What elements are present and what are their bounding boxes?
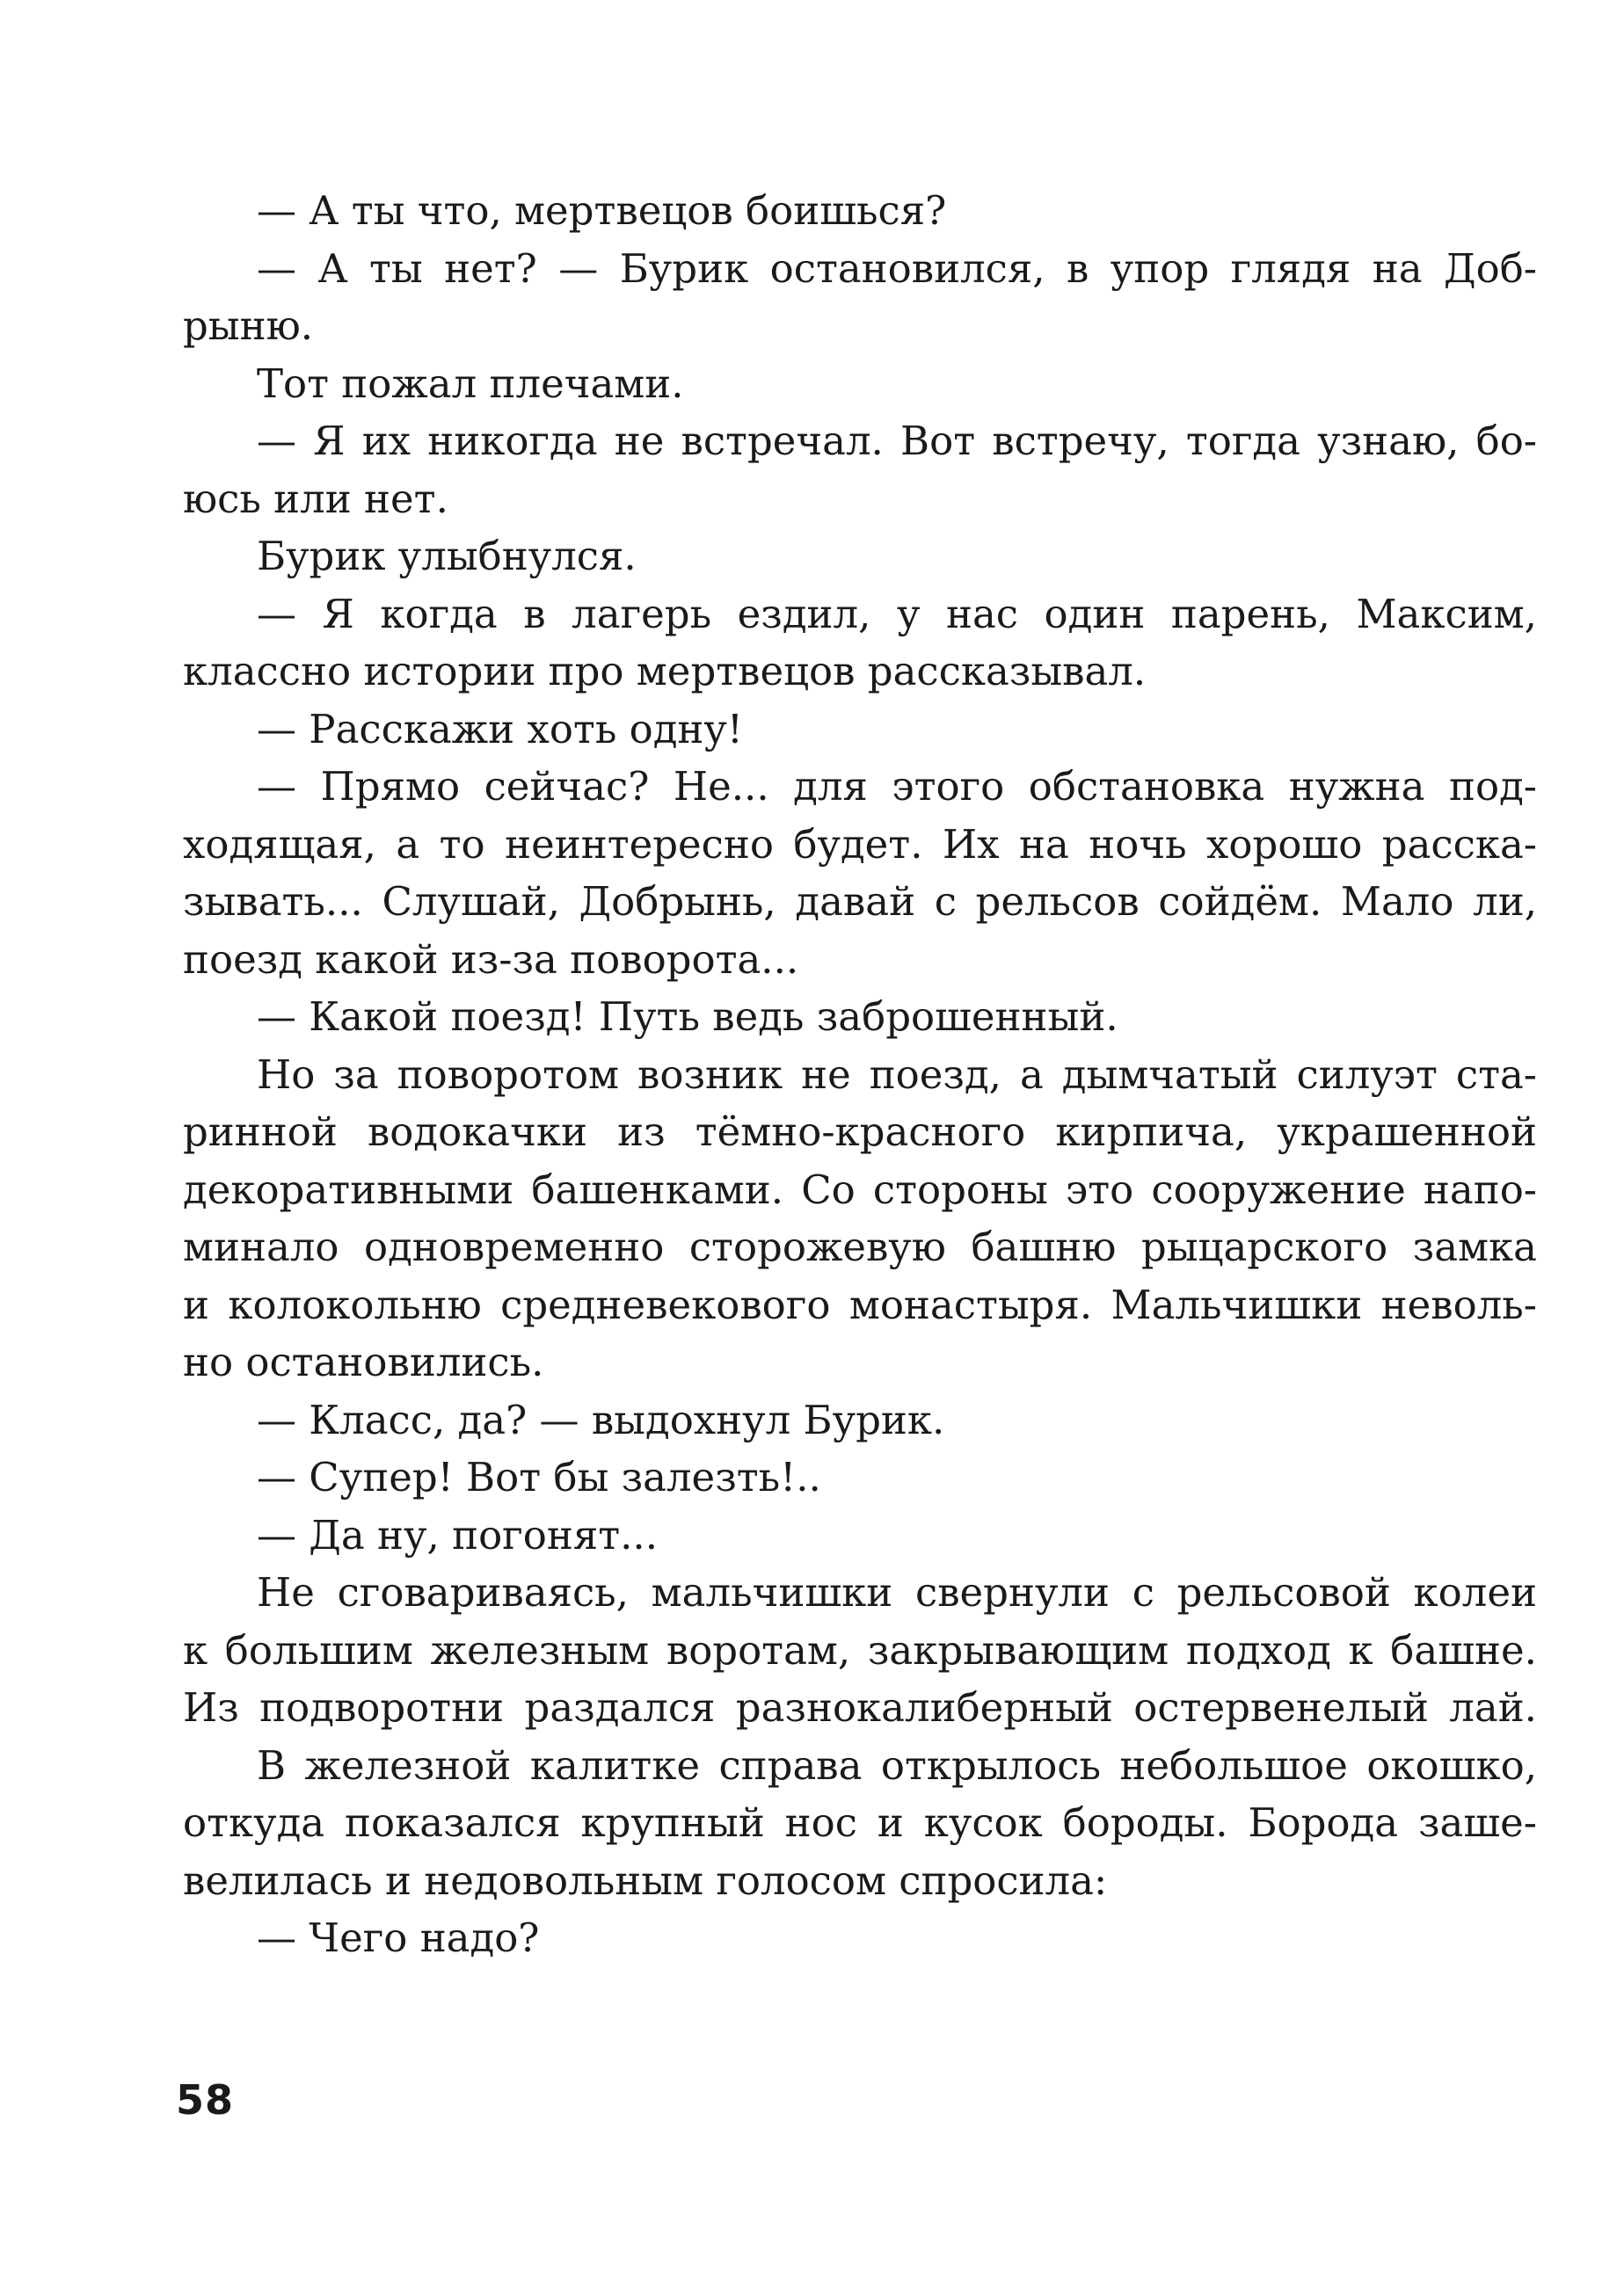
- text-line: Из подворотни раздался разнокалиберный остервенелый лай.: [183, 1684, 1537, 1731]
- text-line: — Расскажи хоть одну!: [257, 705, 743, 752]
- text-line: — Супер! Вот бы залезть!..: [257, 1454, 821, 1500]
- text-line: Но за поворотом возник не поезд, а дымчатый силуэт ста-: [257, 1050, 1537, 1098]
- text-line: откуда показался крупный нос и кусок бороды. Борода заше-: [183, 1799, 1537, 1846]
- text-line: ринной водокачки из тёмно-красного кирпича, украшенной: [183, 1108, 1537, 1155]
- text-line: — Я их никогда не встречал. Вот встречу, тогда узнаю, бо-: [257, 418, 1537, 464]
- page-number: 58: [176, 2076, 235, 2124]
- text-line: декоративными башенками. Со стороны это сооружение напо-: [183, 1166, 1537, 1213]
- text-line: — Да ну, погонят...: [257, 1511, 659, 1559]
- text-line: минало одновременно сторожевую башню рыцарского замка: [183, 1224, 1537, 1270]
- text-line: зывать... Слушай, Добрынь, давай с рельсов сойдём. Мало ли,: [183, 878, 1537, 925]
- text-line: В железной калитке справа открылось небольшое окошко,: [257, 1741, 1537, 1789]
- text-line: ходящая, а то неинтересно будет. Их на ночь хорошо расска-: [183, 820, 1537, 868]
- text-line: рыню.: [183, 302, 314, 349]
- text-line: — А ты что, мертвецов боишься?: [257, 187, 947, 234]
- text-line: и колокольню средневекового монастыря. Мальчишки неволь-: [183, 1281, 1537, 1328]
- text-line: поезд какой из-за поворота...: [183, 935, 799, 983]
- text-line: Бурик улыбнулся.: [257, 533, 637, 579]
- text-line: Тот пожал плечами.: [257, 360, 684, 407]
- text-line: классно истории про мертвецов рассказывал.: [183, 648, 1147, 694]
- text-line: — А ты нет? — Бурик остановился, в упор глядя на Доб-: [257, 244, 1537, 292]
- text-line: к большим железным воротам, закрывающим подход к башне.: [183, 1626, 1537, 1674]
- text-line: юсь или нет.: [183, 475, 448, 522]
- text-line: но остановились.: [183, 1339, 544, 1385]
- text-line: — Какой поезд! Путь ведь заброшенный.: [257, 993, 1118, 1040]
- text-line: велилась и недовольным голосом спросила:: [183, 1856, 1108, 1904]
- text-line: Не сговариваясь, мальчишки свернули с рельсовой колеи: [257, 1569, 1537, 1616]
- page-text: [183, 182, 1537, 1967]
- text-line: — Чего надо?: [257, 1915, 540, 1961]
- text-line: — Я когда в лагерь ездил, у нас один парень, Максим,: [257, 590, 1537, 637]
- text-line: — Класс, да? — выдохнул Бурик.: [257, 1396, 945, 1443]
- text-line: — Прямо сейчас? Не... для этого обстановка нужна под-: [257, 763, 1537, 810]
